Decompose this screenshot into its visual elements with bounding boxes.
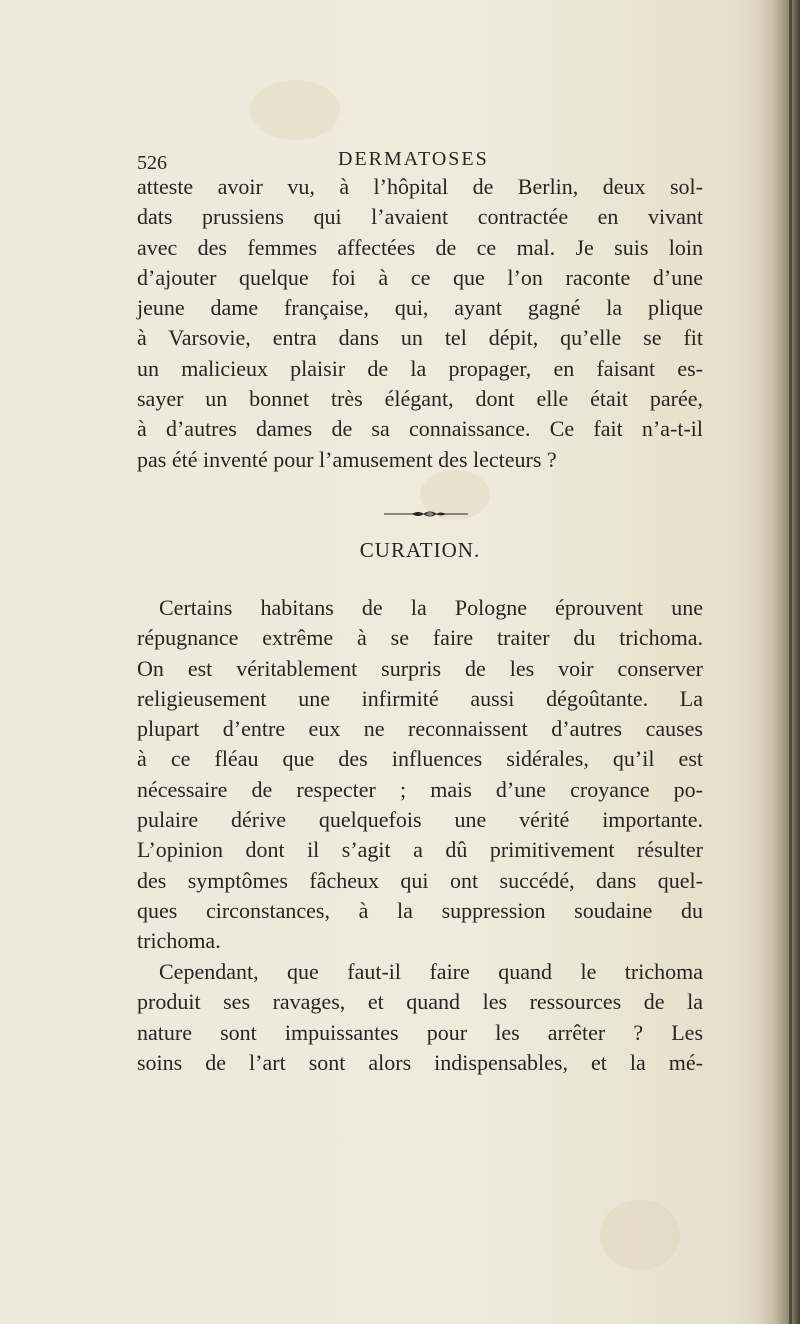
text-line: nature sont impuissantes pour les arrêter ? Les [137, 1019, 703, 1045]
text-line: un malicieux plaisir de la propager, en faisant es- [137, 355, 703, 381]
page-number: 526 [137, 152, 167, 174]
text-line: plupart d’entre eux ne reconnaissent d’autres causes [137, 716, 703, 742]
text-line: des symptômes fâcheux qui ont succédé, dans quel- [137, 867, 703, 893]
text-line: jeune dame française, qui, ayant gagné la plique [137, 295, 703, 321]
text-line: soins de l’art sont alors indispensables, et la mé- [137, 1049, 703, 1075]
paragraph-continuation [137, 172, 703, 475]
page-binding-edge [789, 0, 792, 1324]
section-heading: CURATION. [359, 538, 481, 562]
text-line: sayer un bonnet très élégant, dont elle était parée, [137, 386, 703, 412]
text-line: On est véritablement surpris de les voir conserver [137, 655, 703, 681]
paper-stain [600, 1200, 680, 1270]
text-line: avec des femmes affectées de ce mal. Je suis loin [137, 234, 703, 260]
text-line: L’opinion dont il s’agit a dû primitivement résulter [137, 837, 703, 863]
text-line: Certains habitans de la Pologne éprouvent une [159, 595, 703, 620]
text-line: produit ses ravages, et quand les ressources de la [137, 989, 703, 1015]
text-line: à d’autres dames de sa connaissance. Ce fait n’a-t-il [137, 416, 703, 442]
text-line: ques circonstances, à la suppression soudaine du [137, 897, 703, 923]
text-line: Cependant, que faut-il faire quand le trichoma [159, 959, 703, 984]
page-binding-shadow [754, 0, 800, 1324]
paragraph [137, 593, 703, 957]
text-line: à ce fléau que des influences sidérales, qu’il est [137, 746, 703, 772]
text-line: trichoma. [137, 928, 221, 954]
text-line: nécessaire de respecter ; mais d’une croyance po- [137, 776, 703, 802]
paragraph [137, 957, 703, 1078]
running-title: DERMATOSES [338, 148, 489, 170]
text-line: pas été inventé pour l’amusement des lecteurs ? [137, 446, 557, 472]
text-line: répugnance extrême à se faire traiter du trichoma. [137, 625, 703, 651]
paper-stain [250, 80, 340, 140]
section-divider-ornament [382, 507, 470, 521]
text-line: d’ajouter quelque foi à ce que l’on raconte d’une [137, 264, 703, 290]
text-line: dats prussiens qui l’avaient contractée en vivant [137, 204, 703, 230]
text-line: à Varsovie, entra dans un tel dépit, qu’elle se fit [137, 325, 703, 351]
text-line: pulaire dérive quelquefois une vérité importante. [137, 807, 703, 833]
text-line: atteste avoir vu, à l’hôpital de Berlin, deux sol- [137, 174, 703, 199]
text-line: religieusement une infirmité aussi dégoûtante. La [137, 685, 703, 711]
